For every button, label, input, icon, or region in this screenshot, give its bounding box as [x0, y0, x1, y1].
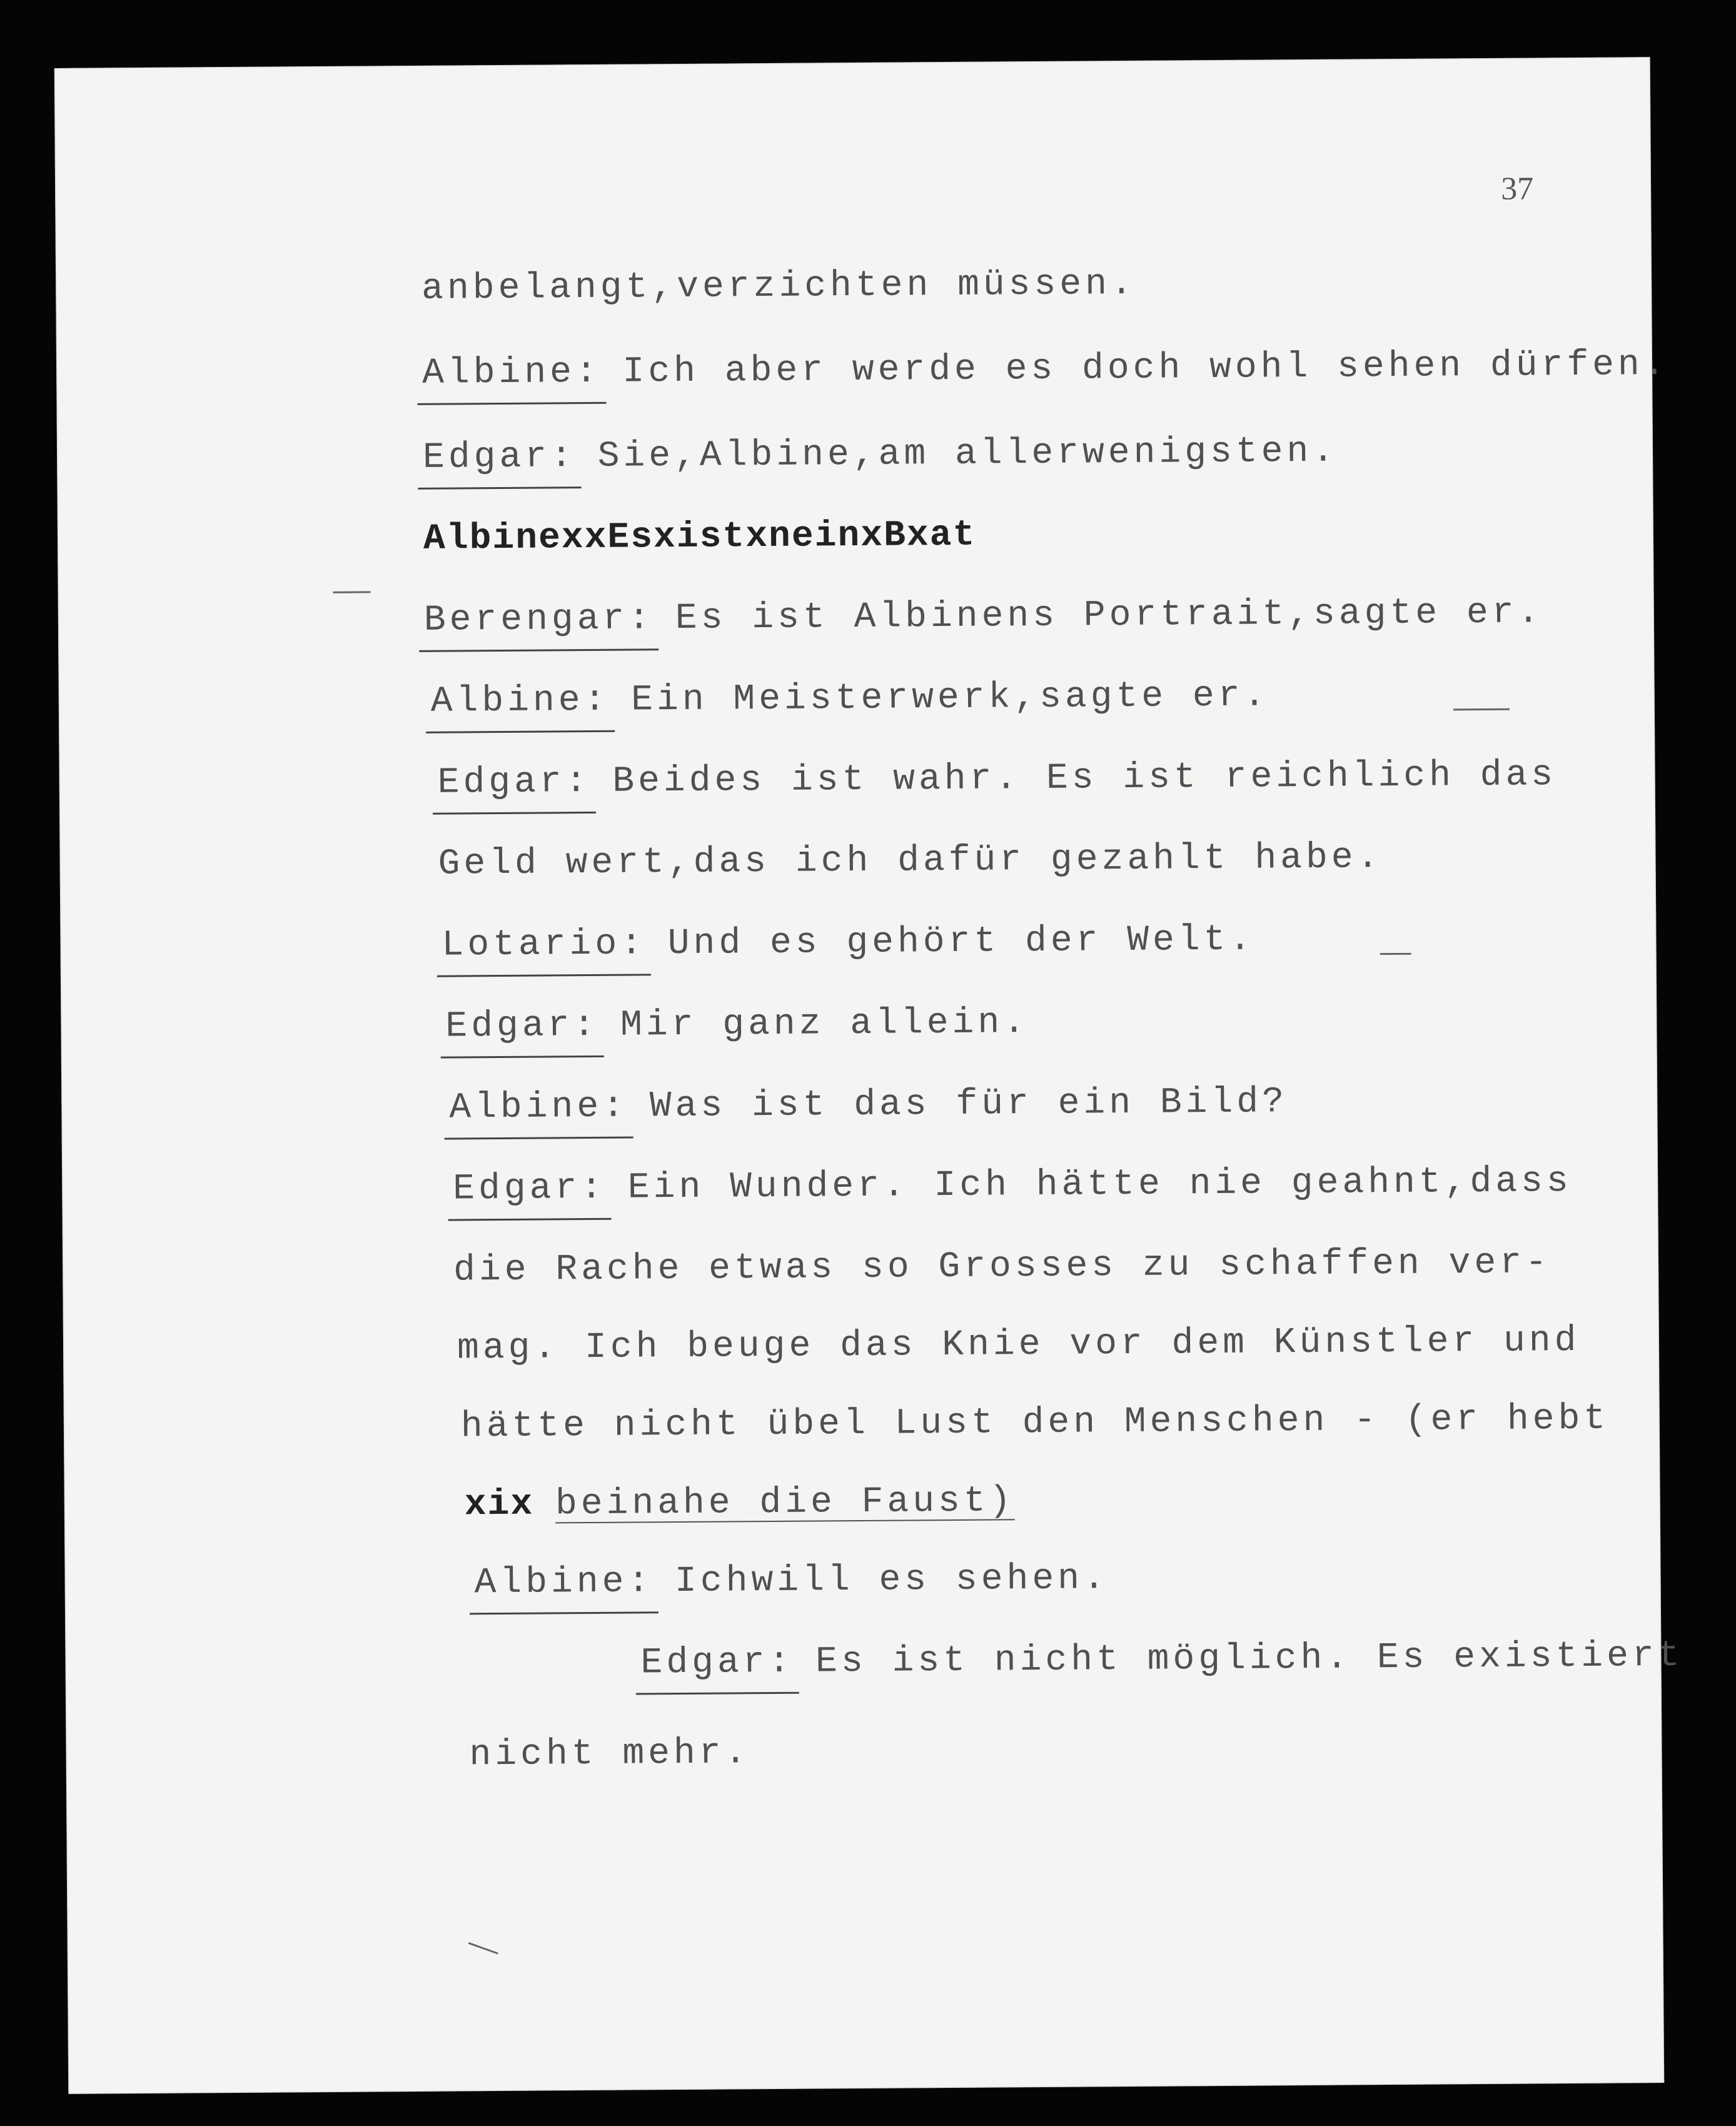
- dialogue-line-17: [474, 1558, 1109, 1603]
- dialogue-line-5: [424, 592, 1543, 640]
- speaker-label: Berengar:: [423, 598, 654, 641]
- speaker-label: Edgar:: [453, 1167, 607, 1210]
- struck-text: xix: [464, 1484, 534, 1526]
- dialogue-line-9: [442, 920, 1254, 966]
- dialogue-text: Sie,Albine,am allerwenigsten.: [597, 431, 1338, 477]
- text-line-14: mag. Ich beuge das Knie vor dem Künstler und: [457, 1320, 1580, 1369]
- struck-line-4: [423, 515, 976, 560]
- dialogue-text: Es ist nicht möglich. Es existiert: [815, 1635, 1683, 1683]
- dialogue-text: Was ist das für ein Bild?: [649, 1082, 1288, 1127]
- text-line-15: hätte nicht übel Lust den Menschen - (er hebt: [460, 1398, 1610, 1448]
- page-number: 37: [1500, 171, 1534, 207]
- struck-text: AlbinexxEsxistxneinxBxat: [423, 515, 976, 560]
- speaker-label: Edgar:: [437, 761, 591, 804]
- typescript-page: [54, 57, 1683, 2094]
- text-line-1: anbelangt,verzichten müssen.: [421, 263, 1136, 310]
- stray-mark: [1380, 953, 1411, 955]
- dialogue-text: Ichwill es sehen.: [674, 1558, 1109, 1603]
- stage-direction-text: beinahe die Faust): [555, 1481, 1015, 1525]
- dialogue-text: Ein Meisterwerk,sagte er.: [631, 675, 1269, 721]
- dialogue-line-2: [422, 345, 1669, 394]
- dialogue-line-18: [640, 1636, 1683, 1684]
- text-line-8: Geld wert,das ich dafür gezahlt habe.: [438, 837, 1383, 885]
- dialogue-text: Ich aber werde es doch wohl sehen dürfen.: [622, 344, 1669, 393]
- dialogue-line-10: [445, 1002, 1029, 1047]
- stray-mark: [468, 1942, 498, 1955]
- dialogue-text: Es ist Albinens Portrait,sagte er.: [675, 592, 1543, 640]
- dialogue-line-7: [437, 755, 1557, 803]
- speaker-label: Edgar:: [422, 436, 577, 478]
- speaker-label: Edgar:: [445, 1005, 599, 1047]
- dialogue-text: Mir ganz allein.: [620, 1002, 1029, 1046]
- dialogue-line-6: [431, 675, 1269, 722]
- speaker-label: Albine:: [449, 1086, 628, 1129]
- speaker-label: Lotario:: [442, 924, 647, 966]
- stage-direction-line-16: [465, 1481, 1015, 1525]
- speaker-label: Edgar:: [640, 1641, 794, 1684]
- stray-mark: [333, 591, 371, 593]
- dialogue-line-12: [453, 1161, 1572, 1209]
- stray-mark: [1453, 708, 1510, 711]
- dialogue-line-11: [449, 1082, 1288, 1128]
- speaker-label: Albine:: [474, 1561, 654, 1604]
- speaker-label: Albine:: [430, 680, 610, 722]
- dialogue-text: Beides ist wahr. Es ist reichlich das: [612, 755, 1557, 802]
- dialogue-text: Ein Wunder. Ich hätte nie geahnt,dass: [627, 1161, 1572, 1209]
- text-line-19: nicht mehr.: [469, 1733, 750, 1776]
- dialogue-line-3: [423, 431, 1338, 478]
- dialogue-text: Und es gehört der Welt.: [667, 919, 1255, 965]
- speaker-label: Albine:: [421, 351, 602, 394]
- text-line-13: die Rache etwas so Grosses zu schaffen ver-: [453, 1242, 1552, 1291]
